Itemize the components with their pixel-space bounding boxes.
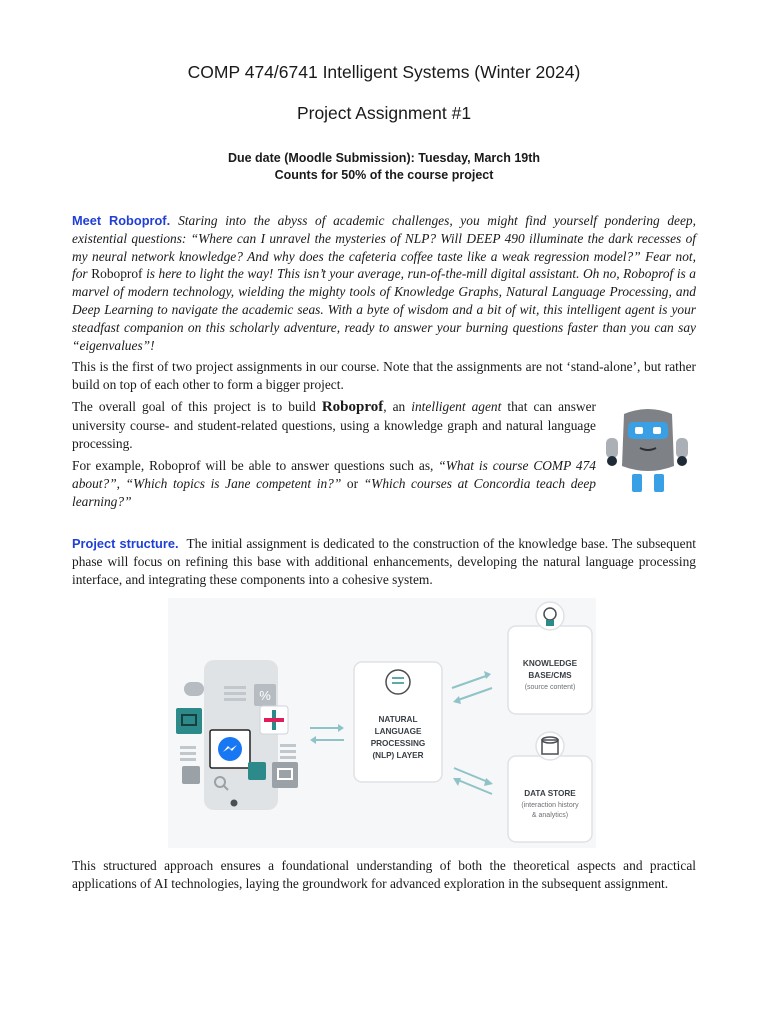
robot-left-leg [632,474,642,492]
square-icon-teal [248,762,266,780]
ds-sublabel-1: (interaction history [521,802,579,809]
nlp-label-3: PROCESSING [370,739,426,748]
robot-right-leg [654,474,664,492]
robot-body [622,409,674,471]
database-cloud-icon [536,732,564,760]
example-text-1: For example, Roboprof will be able to answer questions such as, [72,458,439,473]
ds-label: DATA STORE [524,789,576,798]
chat-icon-teal [176,708,202,734]
assignment-title: Project Assignment #1 [296,103,472,123]
meet-text-2: is here to light the way! This isn’t your average, run-of-the-mill digital assistant. Oh no, Roboprof is a marvel of modern technology, wielding the mighty tools of Knowledge Graphs, Natural Language Processing, and Deep Learning to navigate the academic seas. With a byte of wisdom and a bit of wit, this intelligent agent is your steadfast companion on this scholarly adventure, ready to answer your burning questions faster than you can say “eigenvalues”! [72,266,696,353]
example-paragraph [72,457,596,510]
nlp-layer-box [354,662,442,782]
nlp-label-2: LANGUAGE [374,727,422,736]
example-question-3: “Which courses at Concordia teach deep learning?” [72,475,596,509]
roboprof-robot-illustration [604,404,692,494]
meet-roboprof-paragraph [72,212,696,354]
kb-label-1: KNOWLEDGE [522,659,578,668]
kb-label-2: BASE/CMS [528,671,572,680]
robot-right-hand [677,456,687,466]
example-question-2: “Which topics is Jane competent in?” [125,475,342,491]
goal-text-1: The overall goal of this project is to build [72,399,322,414]
project-structure-paragraph [72,535,696,588]
goal-italic: intelligent agent [411,399,502,414]
cloud-icon [184,682,204,696]
goal-name: Roboprof [321,399,384,415]
nlp-label-1: NATURAL [378,715,418,724]
course-title: COMP 474/6741 Intelligent Systems (Winter 2024) [187,62,581,82]
example-sep-2: or [341,475,364,491]
due-date: Due date (Moodle Submission): Tuesday, March 19th [227,151,541,165]
final-paragraph: This structured approach ensures a foundational understanding of both the theoretical aspects and practical applications of AI technologies, laying the groundwork for advanced exploration in the subsequent assignment. [72,858,696,891]
list-icon [180,746,196,749]
example-question-1: “What is course COMP 474 about?” [72,458,597,491]
weight-value: 50% [341,168,367,182]
kb-sublabel: (source content) [524,684,576,691]
robot-right-eye [653,427,661,434]
first-paragraph: This is the first of two project assignments in our course. Note that the assignments are not ‘stand-alone’, but rather build on top of each other to form a bigger project. [72,359,696,392]
percent-glyph: % [259,688,271,703]
weight-prefix: Counts for [274,168,342,182]
robot-right-arm [676,438,688,458]
robot-left-arm [606,438,618,458]
goal-paragraph [72,398,596,452]
robot-left-eye [635,427,643,434]
weight-line [0,167,768,184]
text-lines-icon [224,686,246,689]
structure-heading: Project structure. [72,536,179,551]
meet-heading: Meet Roboprof. [72,213,171,228]
weight-suffix: of the course project [366,168,494,182]
meet-name: Roboprof [91,266,143,282]
list-icon-right [280,744,296,747]
goal-text-3: that can answer university course- and student-related questions, using a knowledge graph and natural language processing. [72,399,596,451]
architecture-diagram [168,598,596,848]
ds-sublabel-2: & analytics) [531,812,569,819]
example-sep-1: , [116,475,126,491]
chat-icon-grey [272,762,298,788]
nlp-label-4: (NLP) LAYER [372,751,424,760]
robot-left-hand [607,456,617,466]
phone-home-button [231,800,238,807]
document-icon [182,766,200,784]
robot-visor [628,422,668,439]
meet-text-1: Staring into the abyss of academic challenges, you might find yourself pondering deep, existential questions: “Where can I unravel the mysteries of NLP? Will DEEP 490 illuminate the dark recesses of my neural network knowledge? And why does the cafeteria coffee taste like a weak regression model?” Fear not, for [72,213,696,282]
goal-text-2: , an [383,399,412,414]
structure-text: The initial assignment is dedicated to the construction of the knowledge base. The subsequent phase will focus on refining this base with additional enhancements, developing the natural language processing interface, and integrating these components into a cohesive system. [72,536,696,587]
